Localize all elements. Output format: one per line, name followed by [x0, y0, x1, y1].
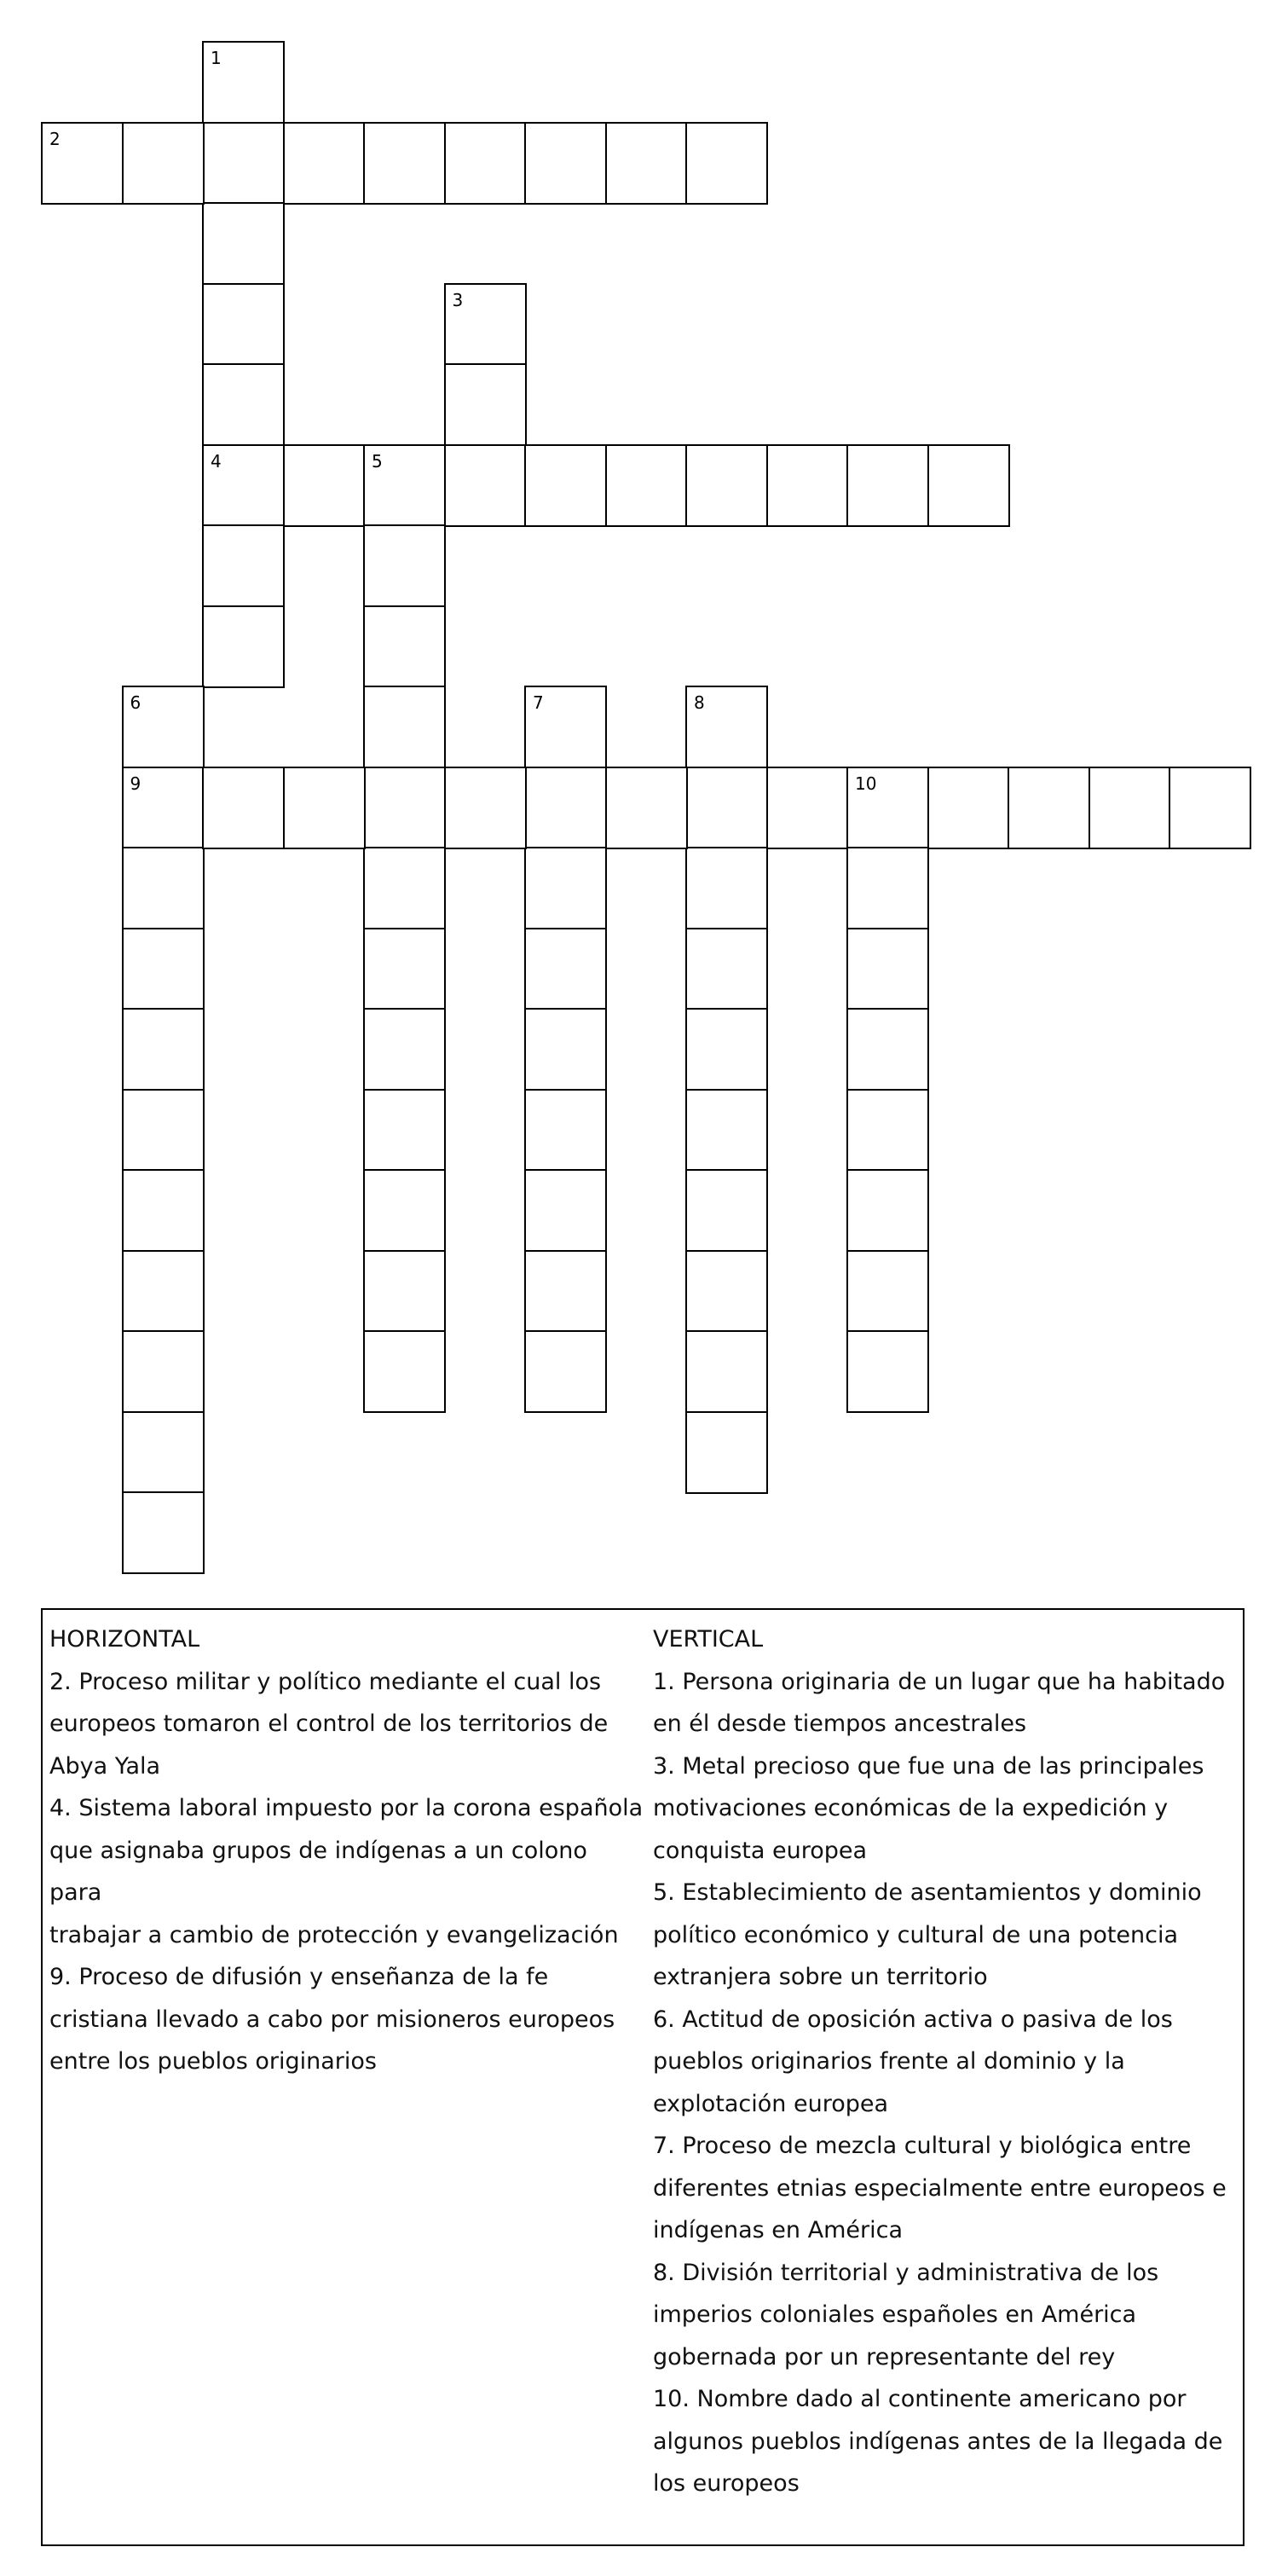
clue-line: 4. Sistema laboral impuesto por la corona española [49, 1795, 644, 1821]
clue-line: Abya Yala [49, 1752, 161, 1780]
crossword-cell[interactable] [363, 1089, 446, 1172]
crossword-cell[interactable] [122, 1411, 205, 1494]
clue-line: trabajar a cambio de protección y evangelización [49, 1921, 619, 1948]
crossword-cell[interactable] [524, 767, 607, 849]
crossword-cell[interactable] [122, 686, 205, 768]
crossword-cell[interactable] [444, 767, 527, 849]
crossword-cell[interactable] [363, 928, 446, 1010]
crossword-cell[interactable] [283, 444, 366, 527]
crossword-cell[interactable] [122, 1330, 205, 1413]
crossword-cell[interactable] [524, 1089, 607, 1172]
crossword-cell[interactable] [685, 444, 768, 527]
vertical-title: VERTICAL [653, 1626, 764, 1653]
clue-number: 2 [49, 128, 61, 149]
crossword-cell[interactable] [41, 122, 124, 205]
crossword-cell[interactable] [605, 444, 688, 527]
crossword-cell[interactable] [685, 1008, 768, 1091]
clue-line: gobernada por un representante del rey [653, 2343, 1116, 2370]
crossword-cell[interactable] [685, 1250, 768, 1333]
clue-number: 6 [130, 692, 141, 713]
crossword-cell[interactable] [122, 122, 205, 205]
crossword-cell[interactable] [846, 1089, 929, 1172]
crossword-cell[interactable] [846, 767, 929, 849]
clue-line: imperios coloniales españoles en América [653, 2301, 1137, 2328]
crossword-cell[interactable] [685, 1330, 768, 1413]
crossword-cell[interactable] [122, 1250, 205, 1333]
crossword-cell[interactable] [846, 444, 929, 527]
clue-number: 3 [452, 289, 464, 310]
crossword-cell[interactable] [122, 767, 205, 849]
clue-line: 2. Proceso militar y político mediante el cual los [49, 1668, 602, 1695]
clue-number: 10 [855, 773, 877, 794]
crossword-cell[interactable] [202, 605, 285, 688]
crossword-cell[interactable] [927, 444, 1010, 527]
crossword-cell[interactable] [766, 444, 849, 527]
crossword-cell[interactable] [363, 1169, 446, 1252]
crossword-cell[interactable] [202, 524, 285, 607]
crossword-cell[interactable] [605, 122, 688, 205]
crossword-cell[interactable] [363, 605, 446, 688]
crossword-cell[interactable] [524, 1008, 607, 1091]
clue-line: 6. Actitud de oposición activa o pasiva de los [653, 2006, 1173, 2033]
crossword-cell[interactable] [524, 928, 607, 1010]
crossword-cell[interactable] [685, 1169, 768, 1252]
crossword-cell[interactable] [363, 767, 446, 849]
crossword-cell[interactable] [846, 1330, 929, 1413]
horizontal-clues [49, 1618, 646, 2083]
clue-number: 7 [533, 692, 544, 713]
crossword-cell[interactable] [444, 444, 527, 527]
crossword-cell[interactable] [202, 122, 285, 205]
clue-line: motivaciones económicas de la expedición y [653, 1795, 1169, 1821]
crossword-cell[interactable] [685, 928, 768, 1010]
crossword-cell[interactable] [444, 122, 527, 205]
clue-number: 4 [211, 450, 222, 472]
crossword-cell[interactable] [202, 767, 285, 849]
crossword-cell[interactable] [524, 1169, 607, 1252]
crossword-cell[interactable] [202, 363, 285, 446]
clue-box [41, 1608, 1244, 2546]
clue-line: 9. Proceso de difusión y enseñanza de la fe [49, 1964, 549, 1990]
clue-line: indígenas en América [653, 2217, 903, 2243]
crossword-cell[interactable] [524, 444, 607, 527]
crossword-cell[interactable] [524, 1330, 607, 1413]
clue-line: 8. División territorial y administrativa de los [653, 2259, 1159, 2286]
crossword-cell[interactable] [927, 767, 1010, 849]
crossword-cell[interactable] [363, 1008, 446, 1091]
clue-line: 5. Establecimiento de asentamientos y dominio [653, 1879, 1202, 1906]
clue-line: cristiana llevado a cabo por misioneros europeos [49, 2006, 615, 2033]
clue-line: político económico y cultural de una potencia [653, 1921, 1179, 1948]
crossword-cell[interactable] [846, 1008, 929, 1091]
clue-line: diferentes etnias especialmente entre europeos e [653, 2174, 1227, 2202]
crossword-cell[interactable] [122, 1089, 205, 1172]
crossword-cell[interactable] [122, 1008, 205, 1091]
crossword-cell[interactable] [524, 847, 607, 929]
crossword-cell[interactable] [605, 767, 688, 849]
clue-line: pueblos originarios frente al dominio y la [653, 2048, 1125, 2075]
clue-line: 1. Persona originaria de un lugar que ha habitado [653, 1668, 1226, 1695]
clue-number: 1 [211, 48, 222, 68]
crossword-cell[interactable] [685, 1411, 768, 1494]
crossword-cell[interactable] [524, 686, 607, 768]
crossword-cell[interactable] [766, 767, 849, 849]
crossword-cell[interactable] [685, 122, 768, 205]
crossword-cell[interactable] [363, 1330, 446, 1413]
crossword-cell[interactable] [846, 928, 929, 1010]
vertical-clues [653, 1618, 1241, 2505]
clue-line: conquista europea [653, 1837, 868, 1864]
clue-line: 10. Nombre dado al continente americano por [653, 2386, 1187, 2412]
crossword-cell[interactable] [363, 444, 446, 527]
crossword-cell[interactable] [846, 1250, 929, 1333]
crossword-cell[interactable] [363, 1250, 446, 1333]
crossword-cell[interactable] [122, 1491, 205, 1574]
crossword-cell[interactable] [685, 686, 768, 768]
crossword-cell[interactable] [685, 1089, 768, 1172]
crossword-cell[interactable] [283, 122, 366, 205]
clue-number: 8 [694, 692, 705, 713]
crossword-cell[interactable] [1169, 767, 1251, 849]
crossword-cell[interactable] [524, 1250, 607, 1333]
clue-line: entre los pueblos originarios [49, 2048, 377, 2075]
crossword-cell[interactable] [202, 202, 285, 285]
crossword-cell[interactable] [202, 41, 285, 124]
crossword-cell[interactable] [363, 524, 446, 607]
crossword-cell[interactable] [122, 1169, 205, 1252]
horizontal-title: HORIZONTAL [49, 1626, 200, 1653]
crossword-cell[interactable] [444, 363, 527, 446]
crossword-cell[interactable] [1008, 767, 1090, 849]
clue-line: explotación europea [653, 2090, 889, 2117]
crossword-cell[interactable] [363, 847, 446, 929]
clue-line: que asignaba grupos de indígenas a un colono para [49, 1837, 587, 1906]
crossword-cell[interactable] [122, 847, 205, 929]
crossword-cell[interactable] [363, 686, 446, 768]
clue-line: europeos tomaron el control de los territorios de [49, 1711, 609, 1737]
crossword-cell[interactable] [685, 847, 768, 929]
crossword-cell[interactable] [1089, 767, 1171, 849]
clue-line: 3. Metal precioso que fue una de las principales [653, 1752, 1204, 1780]
crossword-cell[interactable] [202, 283, 285, 366]
crossword-cell[interactable] [846, 847, 929, 929]
crossword-cell[interactable] [846, 1169, 929, 1252]
crossword-cell[interactable] [444, 283, 527, 366]
crossword-cell[interactable] [363, 122, 446, 205]
crossword-cell[interactable] [202, 444, 285, 527]
clue-line: 7. Proceso de mezcla cultural y biológica entre [653, 2133, 1192, 2159]
clue-line: en él desde tiempos ancestrales [653, 1711, 1027, 1737]
clue-line: algunos pueblos indígenas antes de la llegada de [653, 2428, 1223, 2455]
crossword-cell[interactable] [283, 767, 366, 849]
clue-line: los europeos [653, 2470, 800, 2497]
clue-number: 9 [130, 773, 141, 794]
crossword-cell[interactable] [122, 928, 205, 1010]
crossword-cell[interactable] [524, 122, 607, 205]
crossword-cell[interactable] [685, 767, 768, 849]
clue-number: 5 [372, 450, 383, 472]
clue-line: extranjera sobre un territorio [653, 1964, 988, 1990]
